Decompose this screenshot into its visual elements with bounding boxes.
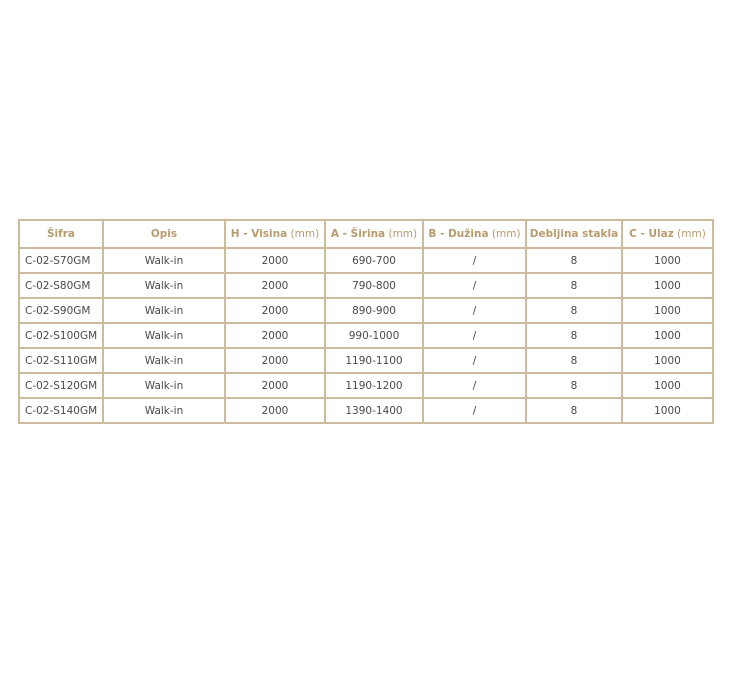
cell-debljina: 8 [526,323,622,348]
cell-ulaz: 1000 [622,373,713,398]
header-unit: (mm) [287,228,320,240]
header-cell [526,220,622,248]
header-label: A - Širina [330,228,386,240]
cell-sifra: C-02-S90GM [19,298,103,323]
cell-ulaz: 1000 [622,348,713,373]
cell-sirina: 1190-1100 [325,348,423,373]
cell-sifra: C-02-S110GM [19,348,103,373]
cell-ulaz: 1000 [622,398,713,423]
cell-debljina: 8 [526,373,622,398]
table-row [19,348,713,373]
header-cell [622,220,713,248]
cell-opis: Walk-in [103,348,225,373]
header-cell [423,220,526,248]
cell-sirina: 890-900 [325,298,423,323]
table-row [19,248,713,273]
cell-sifra: C-02-S120GM [19,373,103,398]
cell-sifra: C-02-S70GM [19,248,103,273]
cell-duzina: / [423,348,526,373]
cell-debljina: 8 [526,348,622,373]
cell-sirina: 1390-1400 [325,398,423,423]
header-cell [325,220,423,248]
table-row [19,323,713,348]
cell-duzina: / [423,248,526,273]
cell-visina: 2000 [225,298,325,323]
cell-sifra: C-02-S100GM [19,323,103,348]
cell-ulaz: 1000 [622,298,713,323]
product-spec-table [18,219,714,424]
table-header-row [19,220,713,248]
header-label: B - Dužina [428,228,489,240]
cell-sifra: C-02-S140GM [19,398,103,423]
cell-opis: Walk-in [103,298,225,323]
header-unit: (mm) [385,228,418,240]
cell-visina: 2000 [225,273,325,298]
header-label: Opis [150,228,178,240]
cell-visina: 2000 [225,323,325,348]
cell-ulaz: 1000 [622,248,713,273]
cell-opis: Walk-in [103,248,225,273]
header-label: Debljina stakla [529,228,619,240]
cell-sirina: 690-700 [325,248,423,273]
header-cell [225,220,325,248]
header-unit: (mm) [673,228,706,240]
cell-duzina: / [423,273,526,298]
header-label: C - Ulaz [629,228,674,240]
cell-opis: Walk-in [103,323,225,348]
cell-opis: Walk-in [103,398,225,423]
cell-visina: 2000 [225,398,325,423]
table-row [19,273,713,298]
cell-sirina: 1190-1200 [325,373,423,398]
cell-sifra: C-02-S80GM [19,273,103,298]
cell-visina: 2000 [225,248,325,273]
table-row [19,398,713,423]
cell-duzina: / [423,298,526,323]
cell-ulaz: 1000 [622,273,713,298]
cell-ulaz: 1000 [622,323,713,348]
header-unit: (mm) [488,228,521,240]
cell-debljina: 8 [526,273,622,298]
cell-duzina: / [423,323,526,348]
cell-sirina: 790-800 [325,273,423,298]
cell-visina: 2000 [225,373,325,398]
cell-opis: Walk-in [103,273,225,298]
cell-duzina: / [423,373,526,398]
table-row [19,298,713,323]
cell-opis: Walk-in [103,373,225,398]
cell-duzina: / [423,398,526,423]
header-label: H - Visina [230,228,288,240]
cell-sirina: 990-1000 [325,323,423,348]
cell-visina: 2000 [225,348,325,373]
header-cell [103,220,225,248]
cell-debljina: 8 [526,298,622,323]
header-cell [19,220,103,248]
cell-debljina: 8 [526,398,622,423]
table-row [19,373,713,398]
cell-debljina: 8 [526,248,622,273]
header-label: Šifra [47,228,75,240]
